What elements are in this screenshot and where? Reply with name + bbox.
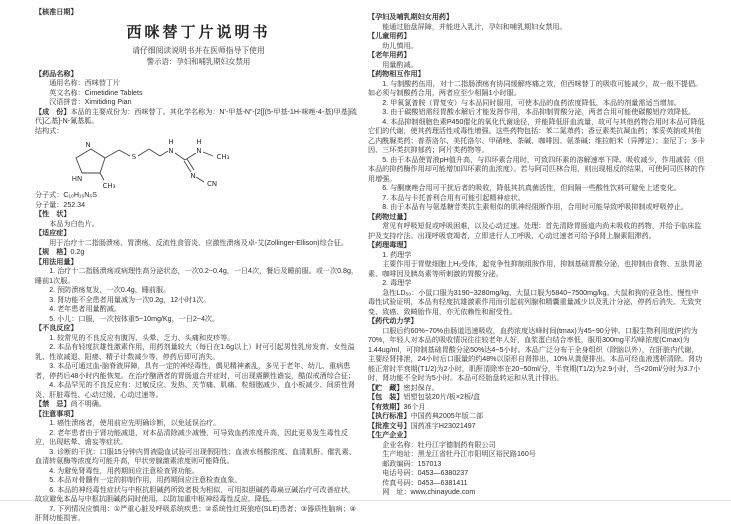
text-line <box>35 429 362 448</box>
text-line <box>368 61 705 71</box>
atom-label-n-top: N <box>85 141 91 150</box>
text-content: 通用名称：西咪替丁片 <box>49 79 121 88</box>
section-label: 【注意事项】 <box>35 409 78 418</box>
text-content: 5. 本品对骨髓有一定的抑制作用，用药期间应注意检查血象。 <box>49 476 242 485</box>
section-label: 【药代动力学】 <box>368 317 418 325</box>
text-line <box>368 422 705 432</box>
text-content: 能通过胎盘屏障，并能进入乳汁，孕妇和哺乳期妇女禁用。 <box>382 22 567 31</box>
text-content: 3. 肾功能不全患者用量减为一次0.2g，12小时1次。 <box>49 295 211 304</box>
text-content: 1. 治疗十二指肠溃疡或病理性高分泌状态，一次0.2~0.4g，一日4次，餐后及睡前服。或一次0.8g，睡前1次服。 <box>35 267 359 285</box>
text-line <box>368 393 705 403</box>
chemical-structure <box>53 137 362 191</box>
atom-label-cn: CN <box>206 180 218 189</box>
text-content: 5. 小儿：口服，一次按体重5~10mg/Kg，一日2~4次。 <box>49 314 220 323</box>
text-content: 邮政编码：157013 <box>382 459 442 468</box>
text-line <box>35 108 362 127</box>
text-line <box>368 108 705 118</box>
text-content: 4. 老年患者用量酌减。 <box>49 305 121 314</box>
text-line <box>35 79 362 89</box>
text-content: 2. 预防溃疡复发，一次0.4g，睡前服。 <box>49 286 171 295</box>
left-blocks-top <box>35 70 362 137</box>
text-content: 2. 甲氧氯普胺（胃复安）与本品同时服用，可使本品的血药浓度降低，本品的剂量需适当增加。 <box>382 98 681 107</box>
text-line <box>368 384 705 394</box>
text-content: 8. 由于本品有与氨基糖苷类抗生素相似的肌神经阻断作用，合用时可能导致呼吸抑制或呼吸停止。 <box>382 203 689 211</box>
atom-label-s: S <box>131 153 137 162</box>
text-content: 6. 与酮康唑合用可干扰后者的吸收，降低其抗真菌活性，但间隔一些酸性饮料可避免上述变化。 <box>382 184 681 192</box>
text-content: 常见有呼吸短促或呼吸困难，以及心动过速。处理：首先清除胃肠道内尚未吸收的药物，并给予临床监护及支持疗法。出现呼吸衰竭者，立即进行人工呼吸，心动过速者可给予β肾上腺素阻滞药。 <box>368 222 702 240</box>
section-header <box>35 210 362 220</box>
text-content: 结构式： <box>35 126 64 135</box>
section-label: 【性 状】 <box>35 210 71 219</box>
atom-label-n3: N <box>190 172 196 181</box>
text-content: 本品的主要成份为：西咪替丁。其化学名称为：N'-甲基-N"-[2[[(5-甲基-1H-咪唑-4-基)甲基]硫代]乙基]-N-氰基胍。 <box>35 107 357 126</box>
section-label: 【包 装】 <box>368 393 404 401</box>
section-header <box>368 32 705 42</box>
text-line <box>35 248 362 258</box>
text-line <box>368 222 705 241</box>
section-label: 【适应症】 <box>35 229 71 238</box>
text-line <box>368 327 705 384</box>
section-label: 【药物相互作用】 <box>368 70 425 78</box>
section-header <box>35 324 362 334</box>
text-content: 用于治疗十二指肠溃疡、胃溃疡、反流性食管炎、应激性溃疡及卓-艾(Zollinger-Ellison)综合征。 <box>49 238 348 247</box>
section-header <box>368 51 705 61</box>
text-line <box>368 251 705 261</box>
text-line <box>35 343 362 362</box>
section-label: 【执行标准】 <box>368 412 411 420</box>
text-content: 汉语拼音：Ximitiding Pian <box>49 98 132 107</box>
atom-label-h1: H <box>168 138 174 147</box>
atom-label-n2: N <box>196 147 202 156</box>
text-content: 本品为白色片。 <box>49 219 99 228</box>
text-content: 1. 与制酸药伍用，对十二指肠溃疡有协同缓解疼痛之效，但西咪替丁的吸收可能减少，故一般不提倡。如必须与制酸药合用，两者应至少相隔1小时服。 <box>368 79 703 97</box>
text-line <box>368 279 705 289</box>
section-label: 【老年用药】 <box>368 51 411 59</box>
text-content: 铝塑包装20片/板×2板/盒 <box>403 393 481 401</box>
section-label: 【孕妇及哺乳期妇女用药】 <box>368 13 454 21</box>
text-content: 企业名称：牡丹江宇德制药有限公司 <box>382 440 496 449</box>
text-content: 尚不明确。 <box>70 400 106 409</box>
section-label: 【禁 忌】 <box>35 400 71 409</box>
text-content: 传真号码：0453—6381411 <box>382 478 468 487</box>
section-label: 【儿童用药】 <box>368 32 411 40</box>
text-content: 口服后约60%~70%由肠道迅速吸收，血药浓度达峰时间(tmax)为45~90分钟。口服生物利用度(F)约为70%，年轻人对本品的吸收情况往往较老年人好，血浆蛋白结合率低，服用300mg平均峰浓度(Cmax)为1.44ug/ml，可抑制基础胃酸分泌50%达4~5小时。本品广泛分布于全身组织（除脑以外），在肝脏内代谢，主要经肾排泄，24小时后口服量的约48%以原形自肾排出，10%从粪便排出。本品可经血液透析清除。肾功能正常时半衰期(T1/2)为2小时，肌酐清除率在20~50ml/分，半衰期(T1/2)为2.9小时，当<20ml/分时为3.7小时，肾功能不全时为5小时。本品可经胎盘转运和从乳汁排出。 <box>368 326 703 382</box>
text-content: 密封保存。 <box>403 383 439 392</box>
section-header <box>368 317 705 327</box>
text-content: 电话号码：0453—6380237 <box>382 469 469 477</box>
atom-label-ch3-end: CH₃ <box>216 153 230 162</box>
text-line <box>35 305 362 315</box>
text-line <box>368 80 705 99</box>
text-line <box>35 362 362 381</box>
text-line <box>35 239 362 249</box>
approval-date-label <box>35 8 362 18</box>
section-header <box>35 229 362 239</box>
section-label: 【药物过量】 <box>368 212 411 221</box>
text-line <box>368 184 705 194</box>
right-column <box>368 13 705 498</box>
text-content: 网 址：www.chinayude.com <box>382 488 476 496</box>
text-line <box>368 289 705 318</box>
text-content: 6. 本品的神经毒性症状与中枢抗胆碱药所致者极为相似，可用拟胆碱药毒扁豆碱治疗可改善症状，故应避免本品与中枢抗胆碱药同时使用，以防加重中枢神经毒性反应，降低。 <box>35 485 356 504</box>
text-line <box>368 23 705 33</box>
text-line <box>368 450 705 460</box>
text-content: 用量酌减。 <box>382 60 418 69</box>
text-content: 生产地址：黑龙江省牡丹江市阳明区裕民路160号 <box>382 450 536 458</box>
text-line <box>35 381 362 400</box>
text-line <box>35 419 362 429</box>
section-label: 【生产企业】 <box>368 431 411 439</box>
text-line <box>35 476 362 486</box>
atom-label-n1: N <box>168 147 174 156</box>
text-line <box>35 267 362 286</box>
text-content: 主要作用于胃壁细胞上H₂受体，起竞争性抑制组胺作用，抑制基础胃酸分泌，也抑制由食物、五肽胃泌素、咖啡因及胰岛素等所刺激的胃酸分泌。 <box>368 260 703 278</box>
section-label: 【不良反应】 <box>35 324 78 333</box>
text-line <box>35 286 362 296</box>
text-line <box>35 505 362 524</box>
text-content: 中国药典2005年版二部 <box>410 412 484 420</box>
text-content: 0.2g <box>70 248 85 257</box>
text-content: 4. 本品抑制细胞色素P450催化的氧化代谢途径，并能降低肝血流量，故可与其他药物合用时本品可降低它们的代谢，使其药理活性或毒性增强。这些药物包括：苯二氮䓬药；香豆素类抗凝血药；苯妥英钠或其他乙内酰脲类药；普萘洛尔、美托洛尔、甲硝唑、茶碱、咖啡因、氨茶碱；维拉帕米（异搏定）；奎尼丁；多卡因、三环类抗抑郁药；阿片类药物等。 <box>368 117 705 154</box>
text-content: 5. 由于本品使胃液pH值升高，与四环素合用时，可致四环素的溶解速率下降、吸收减少，作用减弱（但本品的抑药酶作用却可能增加四环素的血浓度）。若与阿司匹林合用，则出现相反的结果，可使阿司匹林的作用增强。 <box>368 155 705 183</box>
page-title: 西咪替丁片说明书 <box>126 23 271 41</box>
section-header <box>368 70 705 80</box>
text-content: 分子量：252.34 <box>35 200 86 209</box>
left-blocks-bottom <box>35 191 362 524</box>
text-line <box>35 486 362 505</box>
text-line <box>368 441 705 451</box>
text-line <box>368 156 705 185</box>
text-line <box>35 201 362 211</box>
section-label: 【成 份】 <box>35 107 71 116</box>
atom-label-h2: H <box>196 138 202 147</box>
section-header <box>368 431 705 441</box>
text-content: 1. 较常见的不良反应有腹泻、头晕、乏力、头痛和皮疹等。 <box>49 333 235 342</box>
section-label: 【批准文号】 <box>368 421 411 430</box>
text-line <box>368 488 705 498</box>
text-content: 急性LD₅₀：小鼠口服为3190~3280mg/kg、大鼠口服为5840~7500mg/kg。大鼠和狗的亚急性、慢性中毒性试验证明，本品有轻度抗雄激素作用而引起前列腺和精囊重量减少以及乳汁分泌，停药后消失。无致突变、致癌、致畸胎作用，亦无依赖性和耐受性。 <box>368 288 702 316</box>
text-content: 4. 本品罕见的不良反应有：过敏反应、发热、关节痛、肌痛、粒细胞减少、血小板减少、间质性肾炎、肝脏毒性、心动过缓、心动过速等。 <box>35 381 356 399</box>
text-line <box>35 448 362 467</box>
text-line <box>368 479 705 489</box>
text-content: 国药准字H23021497 <box>410 421 476 430</box>
text-line <box>35 400 362 410</box>
text-line <box>368 412 705 422</box>
text-line <box>368 460 705 470</box>
text-content: 2. 本品有轻度抗雄性激素作用，用药剂量较大（每日在1.6g以上）时可引起男性乳房发育、女性溢乳、性欲减退、阳痿、精子计数减少等，停药后即可消失。 <box>35 343 355 361</box>
text-line <box>35 191 362 201</box>
text-line <box>368 118 705 156</box>
text-content: 3. 本品可通过血-脑脊液屏障，具有一定的神经毒性，偶见精神紊乱，多见于老年、幼儿、重病患者，停药后48小时内能恢复。在治疗酗酒者的胃肠道合并症时，可出现震颤性谵妄，酷似戒酒综合征； <box>35 362 356 380</box>
text-content: 幼儿慎用。 <box>382 41 418 50</box>
warning-note: 警示语：孕妇和哺乳期妇女禁用 <box>146 57 251 67</box>
section-label: 【药理毒理】 <box>368 241 411 249</box>
text-line <box>368 403 705 413</box>
section-label: 【规 格】 <box>35 248 71 257</box>
text-content: 3. 由于碳酸铝需经胃酸水解后才能发挥作用，本品抑制胃酸分泌，两者合用可能使碳酸铝疗效降低。 <box>382 108 696 116</box>
text-content: 4. 为避免肾毒性，用药期间应注意检查肾功能。 <box>49 466 199 475</box>
section-header <box>368 213 705 223</box>
approval-date-bracket: 【核准日期】 <box>35 8 78 16</box>
text-content: 1. 癌性溃疡者，使用前应先明确诊断，以免延误治疗。 <box>49 419 221 428</box>
atom-label-ch3-ring: CH₃ <box>102 182 116 191</box>
section-label: 【药品名称】 <box>35 69 78 78</box>
text-content: 1. 药理学 <box>382 250 412 259</box>
text-content: 36个月 <box>403 402 426 411</box>
text-content: 3. 诊断的干扰：口服15分钟内胃液隐血试验可出现假阳性；血液水杨酸浓度、血清肌酐、催乳素、血清转氨酶等浓度均可能升高，甲状旁腺激素浓度则可能降低。 <box>35 447 356 466</box>
text-content: 7. 本品与卡托普利合用有可能引起精神症状。 <box>382 193 525 202</box>
section-label: 【贮 藏】 <box>368 383 404 392</box>
read-instruction-note: 请仔细阅读说明书并在医师指导下使用 <box>132 45 265 55</box>
text-content: 2. 毒理学 <box>382 279 412 287</box>
section-header <box>368 241 705 251</box>
left-column <box>35 8 362 524</box>
text-line <box>35 127 362 137</box>
text-line <box>35 315 362 325</box>
text-line <box>35 220 362 230</box>
text-content: 英文名称：Cimetidine Tablets <box>49 88 143 97</box>
text-line <box>368 99 705 109</box>
right-blocks <box>368 13 705 498</box>
text-line <box>368 260 705 279</box>
section-header <box>368 13 705 23</box>
text-content: 2. 老年患者由于肾功能减退，对本品清除减少减慢，可导致血药浓度升高，因此更易发生毒性反应，出现眩晕、谵妄等症状。 <box>35 428 348 447</box>
text-content: 7. 下列情况应慎用：①严重心脏及呼吸系统疾患；②系统性红斑狼疮(SLE)患者；③器质性脑病；④肝肾功能损害。 <box>35 504 357 523</box>
text-line <box>368 42 705 52</box>
text-line <box>368 203 705 213</box>
text-line <box>35 98 362 108</box>
atom-label-hn: HN <box>71 175 83 184</box>
section-label: 【用法用量】 <box>35 257 78 266</box>
text-content: 分子式：C₁₀H₁₆N₆S <box>35 191 97 200</box>
section-label: 【有效期】 <box>368 402 404 411</box>
text-line <box>368 194 705 204</box>
structure-diagram <box>53 137 253 191</box>
text-line <box>368 469 705 479</box>
